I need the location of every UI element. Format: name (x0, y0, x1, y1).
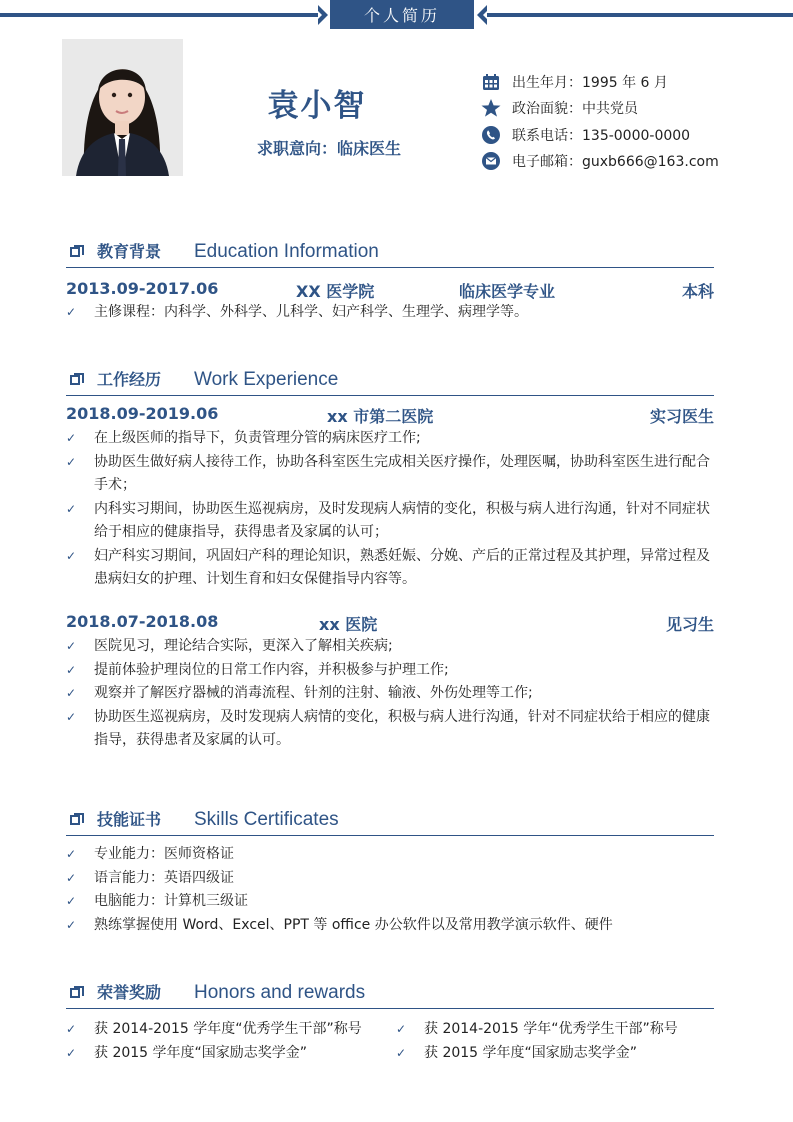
list-item: ✓ 妇产科实习期间，巩固妇产科的理论知识，熟悉妊娠、分娩、产后的正常过程及其护理，异常过程及患病妇女的护理、计划生育和妇女保健指导内容等。 (66, 545, 716, 592)
job-2-header (66, 612, 714, 634)
check-icon: ✓ (66, 686, 77, 700)
header-rule-right (487, 13, 793, 17)
contact-phone (481, 122, 719, 148)
job-2-list (66, 635, 716, 753)
skills-title-cn: 技能证书 (97, 810, 162, 829)
list-item: ✓ 在上级医师的指导下，负责管理分管的病床医疗工作; (66, 427, 716, 451)
check-icon: ✓ (66, 870, 77, 885)
list-item: ✓ 协助医生做好病人接待工作，协助各科室医生完成相关医疗操作，处理医嘱，协助科室医生进行配合手术； (66, 451, 716, 498)
check-icon: ✓ (66, 1022, 77, 1036)
contact-birth-text: 出生年月：1995 年 6 月 (512, 75, 668, 92)
job-1-header (66, 404, 714, 426)
job-1-period: 2018.09-2019.06 (66, 404, 219, 423)
education-school: XX 医学院 (296, 282, 375, 301)
list-item: ✓ 获 2015 学年度“国家励志奖学金” (396, 1042, 726, 1066)
list-item: ✓ 提前体验护理岗位的日常工作内容，并积极参与护理工作; (66, 659, 716, 683)
honors-section-header (66, 980, 714, 1009)
education-title-en: Education Information (194, 241, 379, 262)
phone-icon (481, 125, 501, 145)
education-entry-header (66, 279, 714, 301)
contact-list (481, 69, 719, 174)
list-item: ✓ 协助医生巡视病房，及时发现病人病情的变化，积极与病人进行沟通，针对不同症状给于相应的健康指导，获得患者及家属的认可。 (66, 706, 716, 753)
education-section-header (66, 239, 714, 268)
section-marker-icon (70, 375, 80, 385)
header-rule-left (0, 13, 318, 17)
contact-politics-text: 政治面貌：中共党员 (512, 101, 638, 118)
list-item: ✓ 语言能力：英语四级证 (66, 867, 716, 891)
header-arrow-left (318, 5, 328, 25)
candidate-name: 袁小智 (267, 88, 367, 124)
contact-email (481, 148, 719, 174)
check-icon: ✓ (66, 548, 77, 563)
header-arrow-right (477, 5, 487, 25)
education-title-cn: 教育背景 (97, 242, 162, 261)
star-icon (481, 98, 501, 118)
skills-title-en: Skills Certificates (194, 809, 339, 830)
job-1-list (66, 427, 716, 592)
list-item: ✓ 获 2014-2015 学年度“优秀学生干部”称号 (66, 1018, 396, 1042)
check-icon: ✓ (66, 305, 77, 319)
mail-icon (481, 151, 501, 171)
education-period: 2013.09-2017.06 (66, 279, 219, 298)
list-item: ✓ 观察并了解医疗器械的消毒流程、针剂的注射、输液、外伤处理等工作; (66, 682, 716, 706)
list-item: ✓ 电脑能力：计算机三级证 (66, 890, 716, 914)
job-2-period: 2018.07-2018.08 (66, 612, 219, 631)
honors-title-en: Honors and rewards (194, 982, 366, 1003)
list-item: ✓ 获 2015 学年度“国家励志奖学金” (66, 1042, 396, 1066)
check-icon: ✓ (66, 662, 77, 677)
profile-photo (62, 39, 183, 176)
check-icon: ✓ (66, 431, 77, 445)
education-list (66, 301, 716, 325)
resume-title: 个人简历 (330, 0, 474, 29)
job-1-role: 实习医生 (649, 407, 714, 426)
check-icon: ✓ (396, 1022, 407, 1036)
contact-phone-text: 联系电话：135-0000-0000 (512, 127, 691, 144)
list-item: ✓ 获 2014-2015 学年“优秀学生干部”称号 (396, 1018, 726, 1042)
check-icon: ✓ (66, 847, 77, 861)
skills-section-header (66, 807, 714, 836)
check-icon: ✓ (396, 1045, 407, 1060)
contact-birth (481, 69, 719, 95)
work-section-header (66, 367, 714, 396)
job-2-role: 见习生 (665, 615, 714, 634)
section-marker-icon (70, 247, 80, 257)
list-item: ✓ 熟练掌握使用 Word、Excel、PPT 等 office 办公软件以及常用教学演示软件、硬件 (66, 914, 716, 938)
list-item: ✓ 专业能力：医师资格证 (66, 843, 716, 867)
check-icon: ✓ (66, 454, 77, 469)
check-icon: ✓ (66, 709, 77, 724)
check-icon: ✓ (66, 501, 77, 516)
honors-title-cn: 荣誉奖励 (97, 983, 162, 1002)
skills-list (66, 843, 716, 937)
check-icon: ✓ (66, 639, 77, 653)
list-item: ✓ 医院见习，理论结合实际，更深入了解相关疾病; (66, 635, 716, 659)
list-item: ✓ 内科实习期间，协助医生巡视病房，及时发现病人病情的变化，积极与病人进行沟通，针对不同症状给于相应的健康指导，获得患者及家属的认可； (66, 498, 716, 545)
list-item: ✓ 主修课程：内科学、外科学、儿科学、妇产科学、生理学、病理学等。 (66, 301, 716, 325)
work-title-en: Work Experience (194, 369, 339, 390)
section-marker-icon (70, 815, 80, 825)
education-major: 临床医学专业 (459, 282, 556, 301)
honors-list (66, 1018, 726, 1065)
contact-politics (481, 95, 719, 121)
check-icon: ✓ (66, 1045, 77, 1060)
job-1-place: xx 市第二医院 (327, 407, 434, 426)
contact-email-text: 电子邮箱：guxb666@163.com (512, 154, 719, 171)
calendar-icon (481, 72, 501, 92)
check-icon: ✓ (66, 917, 77, 932)
section-marker-icon (70, 988, 80, 998)
job-2-place: xx 医院 (319, 615, 378, 634)
job-intent: 求职意向：临床医生 (256, 139, 401, 158)
check-icon: ✓ (66, 894, 77, 908)
education-degree: 本科 (681, 282, 714, 301)
work-title-cn: 工作经历 (97, 370, 162, 389)
